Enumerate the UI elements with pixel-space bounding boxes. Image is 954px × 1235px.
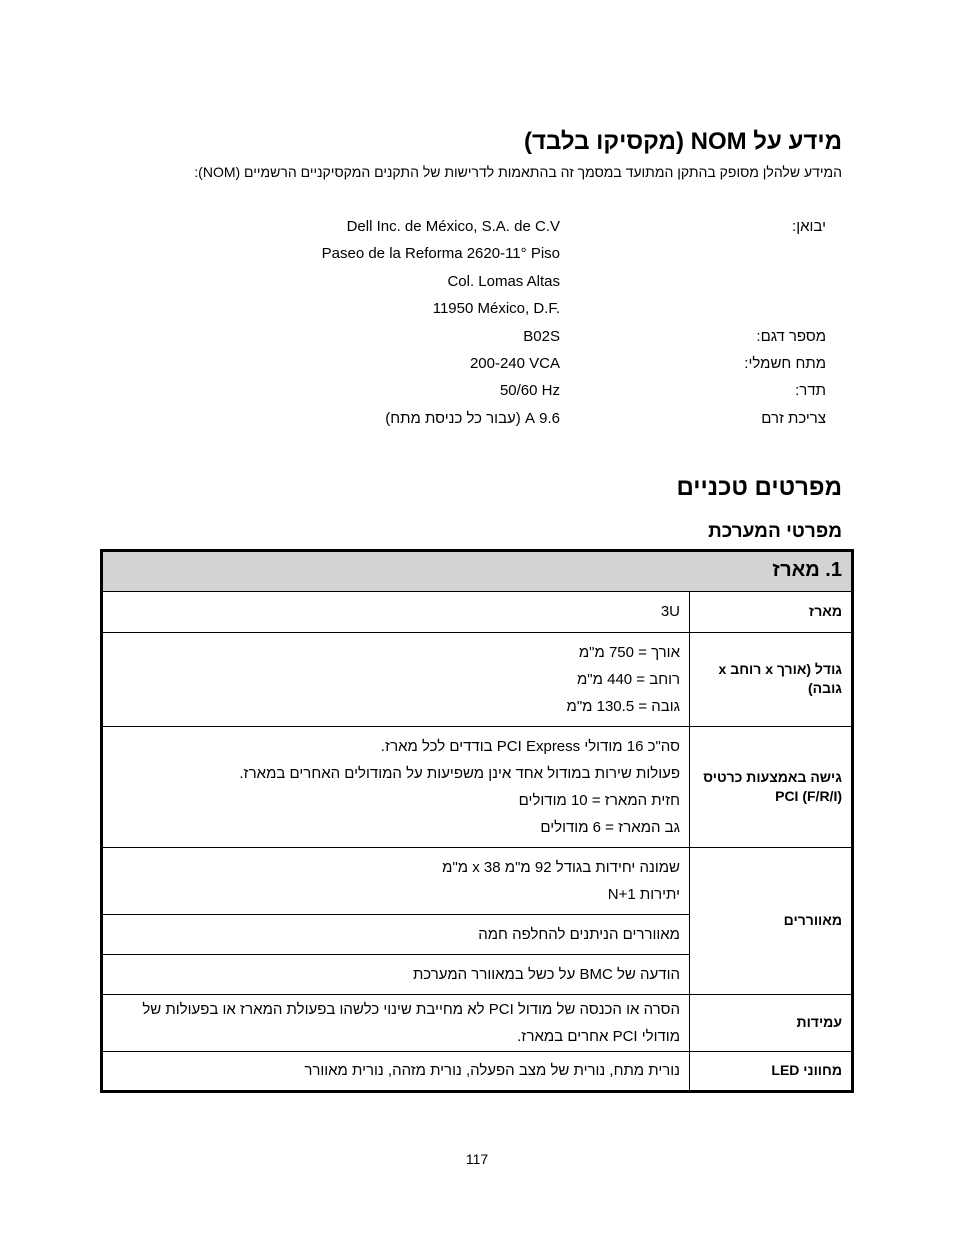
tech-specs-title: מפרטים טכניים — [676, 474, 842, 501]
value-line: 3U — [660, 603, 680, 621]
value-line: אורך = 750 מ"מ — [578, 643, 680, 661]
spec-table — [100, 549, 854, 1093]
value-line: יתירות N+1 — [607, 885, 680, 903]
value-line: מאווררים הניתנים להחלפה חמה — [478, 925, 680, 943]
row-value-pci-access — [103, 726, 690, 847]
nom-info-row — [0, 405, 954, 432]
row-value-fans — [103, 847, 690, 914]
spec-table-body — [103, 592, 851, 1090]
importer-name: Dell Inc. de México, S.A. de C.V — [346, 218, 560, 235]
nom-info-row — [0, 377, 954, 404]
system-specs-subtitle: מפרטי המערכת — [708, 521, 842, 542]
table-row — [103, 847, 851, 914]
value-line: פעולות שירות במודול אחד אינן משפיעות על המודולים האחרים במארז. — [239, 764, 680, 782]
row-label-resilience: עמידות — [690, 994, 852, 1051]
nom-intro: המידע שלהלן מסופק בהתקן המתועד במסמך זה בהתאמות לדרישות של התקנים המקסיקניים הרשמיים (NOM): — [194, 164, 842, 180]
value-line: שמונה יחידות בגודל 92 מ"מ x 38 מ"מ — [442, 858, 680, 876]
model-label: מספר דגם: — [756, 327, 826, 345]
frequency-label: תדר: — [795, 382, 826, 400]
nom-info-row — [0, 350, 954, 377]
row-label-chassis: מארז — [690, 592, 852, 632]
nom-info-row — [0, 240, 954, 267]
table-row — [103, 726, 851, 847]
row-value-chassis — [103, 592, 690, 632]
nom-info-row — [0, 323, 954, 350]
nom-info-list — [0, 213, 954, 432]
row-label-fans: מאווררים — [690, 847, 852, 994]
model-value: B02S — [523, 327, 560, 345]
value-line: הודעה של BMC על כשל במאוורר המערכת — [412, 965, 680, 983]
frequency-value: 50/60 Hz — [499, 382, 560, 400]
page-number: 117 — [465, 1151, 489, 1167]
value-line: גב המארז = 6 מודולים — [540, 818, 680, 836]
nom-info-row — [0, 295, 954, 322]
value-line: סה"כ 16 מודולי PCI Express בודדים לכל מארז. — [380, 737, 680, 755]
current-value: 9.6 A (עבור כל כניסת מתח) — [385, 409, 560, 427]
current-label: צריכת זרם — [761, 409, 826, 427]
value-line: חזית המארז = 10 מודולים — [518, 791, 680, 809]
importer-label: יבואן: — [792, 218, 826, 235]
table-row — [103, 592, 851, 632]
nom-info-row — [0, 268, 954, 295]
row-label-led: מחווני LED — [690, 1051, 852, 1090]
voltage-label: מתח חשמלי: — [744, 354, 826, 372]
row-label-pci-access: גישה באמצעות כרטיס PCI (F/R/I) — [690, 726, 852, 847]
value-line: רוחב = 440 מ"מ — [577, 670, 680, 688]
spec-table-header-title: 1. מארז — [772, 559, 842, 581]
row-value-led — [103, 1051, 690, 1090]
table-row — [103, 1051, 851, 1090]
nom-title: מידע על NOM (מקסיקו בלבד) — [524, 128, 842, 155]
nom-info-row — [0, 213, 954, 240]
importer-address-street: Paseo de la Reforma 2620-11° Piso — [321, 245, 560, 263]
importer-address-colony: Col. Lomas Altas — [447, 272, 560, 290]
importer-address-city: 11950 México, D.F. — [432, 300, 560, 318]
row-value-size — [103, 632, 690, 726]
voltage-value: 200-240 VCA — [469, 354, 560, 372]
row-label-size: גודל (אורך x רוחב x גובה) — [690, 632, 852, 726]
table-row — [103, 632, 851, 726]
value-line: גובה = 130.5 מ"מ — [566, 697, 680, 715]
row-value-hot-swap-fans — [103, 914, 690, 954]
row-value-fan-alert — [103, 954, 690, 994]
table-row — [103, 994, 851, 1051]
value-line: נורית מתח, נורית של מצב הפעלה, נורית מזהה, נורית מאוורר — [304, 1062, 680, 1080]
spec-table-header — [103, 552, 851, 592]
row-value-resilience: הסרה או הכנסה של מודול PCI לא מחייבת שינוי כלשהו בפעולת המארז או בפעולות של מודולי PCI אחרים במארז. — [103, 994, 690, 1051]
